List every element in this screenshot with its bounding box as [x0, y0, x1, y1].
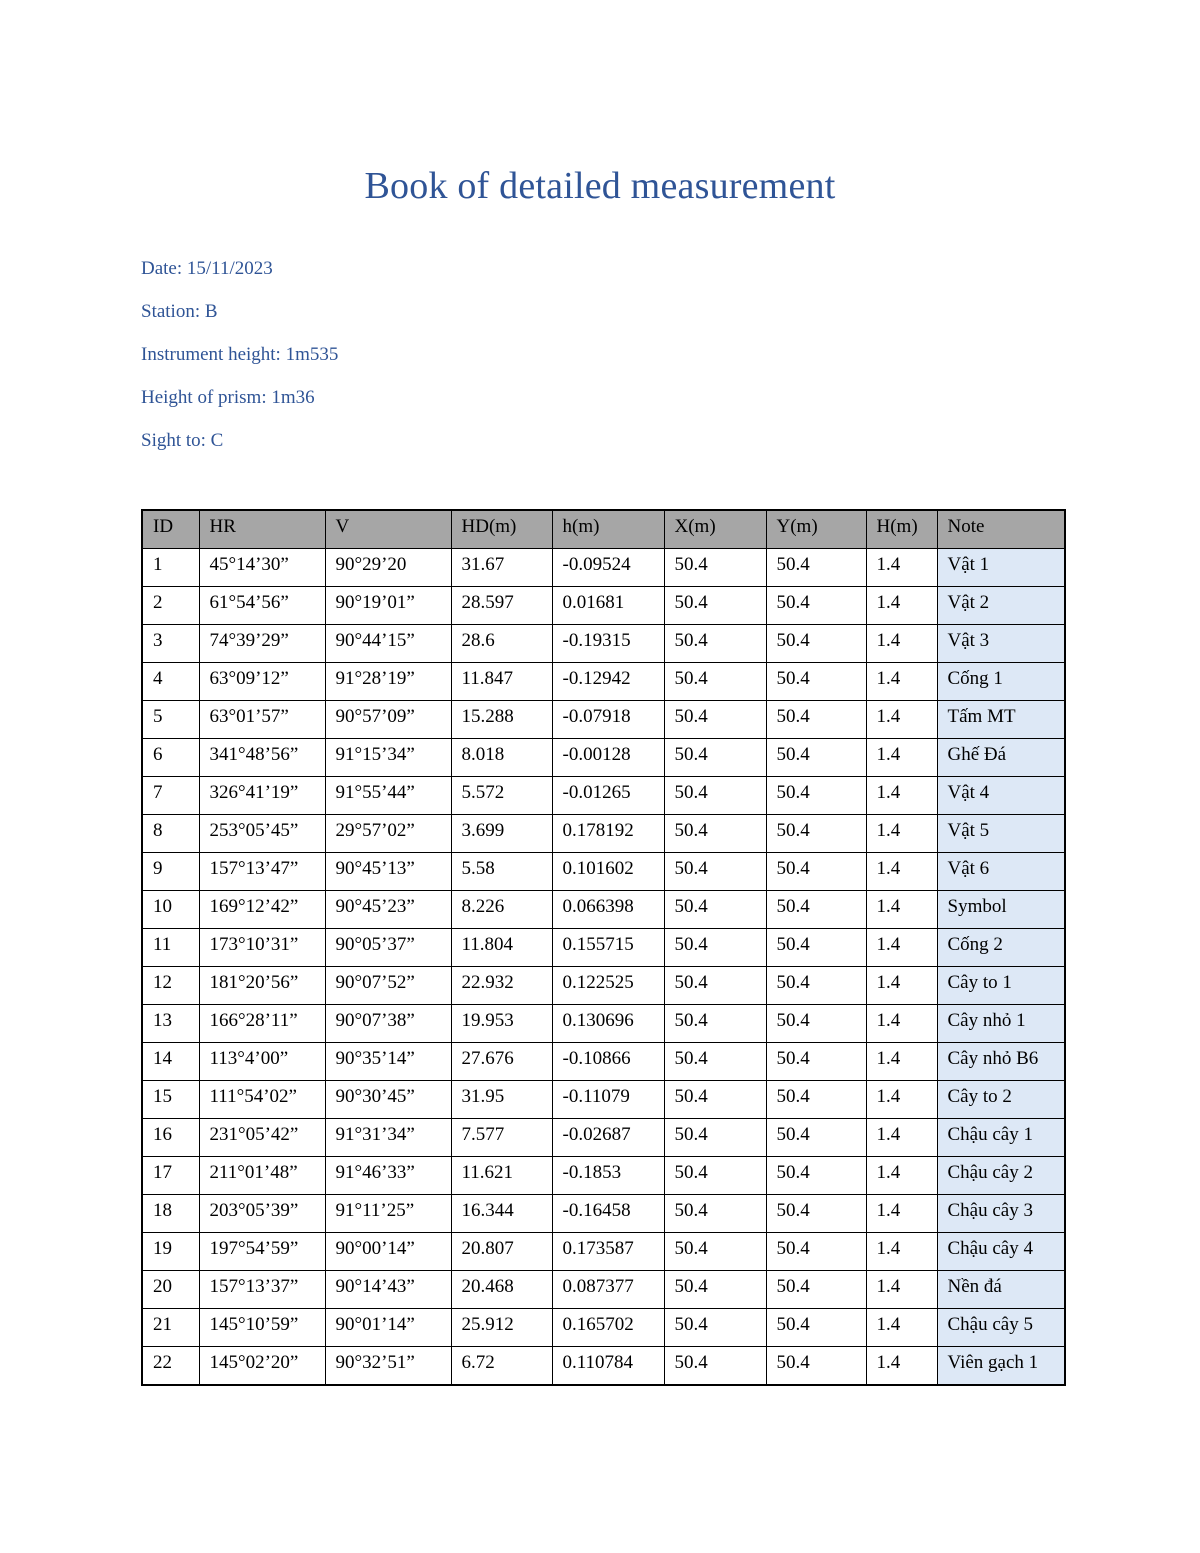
column-header-hr: HR	[199, 510, 325, 549]
cell-note: Cống 2	[937, 929, 1065, 967]
cell-h: 0.155715	[552, 929, 664, 967]
cell-hd: 19.953	[451, 1005, 552, 1043]
table-row	[142, 1233, 1065, 1271]
cell-v: 29°57’02”	[325, 815, 451, 853]
cell-v: 90°29’20	[325, 549, 451, 587]
cell-h: -0.07918	[552, 701, 664, 739]
cell-hr: 145°10’59”	[199, 1309, 325, 1347]
column-header-h: h(m)	[552, 510, 664, 549]
cell-hd: 27.676	[451, 1043, 552, 1081]
cell-hd: 11.804	[451, 929, 552, 967]
column-header-note: Note	[937, 510, 1065, 549]
table-row	[142, 815, 1065, 853]
cell-hr: 63°01’57”	[199, 701, 325, 739]
table-row	[142, 853, 1065, 891]
instrument-height-line: Instrument height: 1m535	[141, 344, 339, 365]
prism-height-line: Height of prism: 1m36	[141, 387, 315, 408]
cell-id: 15	[142, 1081, 199, 1119]
cell-elev: 1.4	[866, 1195, 937, 1233]
cell-hd: 25.912	[451, 1309, 552, 1347]
cell-y: 50.4	[766, 815, 866, 853]
cell-x: 50.4	[664, 1043, 766, 1081]
cell-v: 91°28’19”	[325, 663, 451, 701]
cell-id: 18	[142, 1195, 199, 1233]
cell-v: 91°15’34”	[325, 739, 451, 777]
table-row	[142, 625, 1065, 663]
cell-v: 90°14’43”	[325, 1271, 451, 1309]
cell-v: 91°11’25”	[325, 1195, 451, 1233]
cell-hr: 74°39’29”	[199, 625, 325, 663]
cell-elev: 1.4	[866, 891, 937, 929]
cell-hd: 31.67	[451, 549, 552, 587]
cell-y: 50.4	[766, 1271, 866, 1309]
cell-h: 0.110784	[552, 1347, 664, 1386]
table-row	[142, 1347, 1065, 1386]
cell-h: -0.00128	[552, 739, 664, 777]
cell-hd: 16.344	[451, 1195, 552, 1233]
cell-hr: 157°13’37”	[199, 1271, 325, 1309]
cell-hd: 11.621	[451, 1157, 552, 1195]
cell-x: 50.4	[664, 587, 766, 625]
cell-h: 0.130696	[552, 1005, 664, 1043]
cell-h: -0.11079	[552, 1081, 664, 1119]
station-line: Station: B	[141, 301, 218, 322]
cell-hr: 203°05’39”	[199, 1195, 325, 1233]
cell-hr: 231°05’42”	[199, 1119, 325, 1157]
cell-id: 9	[142, 853, 199, 891]
cell-hd: 28.597	[451, 587, 552, 625]
cell-h: 0.173587	[552, 1233, 664, 1271]
cell-note: Vật 4	[937, 777, 1065, 815]
cell-id: 14	[142, 1043, 199, 1081]
cell-note: Viên gạch 1	[937, 1347, 1065, 1386]
cell-x: 50.4	[664, 1081, 766, 1119]
page-title: Book of detailed measurement	[364, 165, 836, 207]
table-row	[142, 1043, 1065, 1081]
cell-x: 50.4	[664, 929, 766, 967]
cell-note: Vật 6	[937, 853, 1065, 891]
cell-id: 12	[142, 967, 199, 1005]
cell-x: 50.4	[664, 701, 766, 739]
cell-v: 90°07’52”	[325, 967, 451, 1005]
cell-elev: 1.4	[866, 1119, 937, 1157]
cell-id: 8	[142, 815, 199, 853]
cell-elev: 1.4	[866, 549, 937, 587]
cell-v: 91°31’34”	[325, 1119, 451, 1157]
column-header-id: ID	[142, 510, 199, 549]
cell-y: 50.4	[766, 663, 866, 701]
cell-elev: 1.4	[866, 1157, 937, 1195]
cell-y: 50.4	[766, 1081, 866, 1119]
cell-id: 11	[142, 929, 199, 967]
cell-h: -0.12942	[552, 663, 664, 701]
table-row	[142, 891, 1065, 929]
table-row	[142, 549, 1065, 587]
cell-hr: 63°09’12”	[199, 663, 325, 701]
cell-h: 0.066398	[552, 891, 664, 929]
cell-note: Chậu cây 1	[937, 1119, 1065, 1157]
cell-x: 50.4	[664, 1005, 766, 1043]
cell-y: 50.4	[766, 777, 866, 815]
cell-x: 50.4	[664, 967, 766, 1005]
cell-y: 50.4	[766, 549, 866, 587]
cell-y: 50.4	[766, 967, 866, 1005]
cell-hr: 157°13’47”	[199, 853, 325, 891]
cell-hd: 8.018	[451, 739, 552, 777]
cell-hr: 197°54’59”	[199, 1233, 325, 1271]
table-header	[142, 510, 1065, 549]
column-header-hd: HD(m)	[451, 510, 552, 549]
table-row	[142, 1081, 1065, 1119]
cell-y: 50.4	[766, 701, 866, 739]
cell-h: -0.1853	[552, 1157, 664, 1195]
cell-note: Cây nhỏ 1	[937, 1005, 1065, 1043]
cell-h: 0.087377	[552, 1271, 664, 1309]
cell-hd: 8.226	[451, 891, 552, 929]
cell-note: Symbol	[937, 891, 1065, 929]
cell-h: -0.02687	[552, 1119, 664, 1157]
cell-elev: 1.4	[866, 1347, 937, 1386]
cell-v: 90°45’23”	[325, 891, 451, 929]
cell-h: -0.09524	[552, 549, 664, 587]
cell-hr: 113°4’00”	[199, 1043, 325, 1081]
cell-x: 50.4	[664, 1157, 766, 1195]
cell-h: 0.01681	[552, 587, 664, 625]
cell-y: 50.4	[766, 625, 866, 663]
cell-y: 50.4	[766, 891, 866, 929]
cell-v: 90°32’51”	[325, 1347, 451, 1386]
cell-note: Cây nhỏ B6	[937, 1043, 1065, 1081]
cell-x: 50.4	[664, 777, 766, 815]
cell-x: 50.4	[664, 663, 766, 701]
cell-id: 2	[142, 587, 199, 625]
cell-v: 90°01’14”	[325, 1309, 451, 1347]
cell-hr: 61°54’56”	[199, 587, 325, 625]
cell-x: 50.4	[664, 1119, 766, 1157]
cell-hd: 22.932	[451, 967, 552, 1005]
cell-h: 0.101602	[552, 853, 664, 891]
cell-hd: 31.95	[451, 1081, 552, 1119]
cell-note: Cây to 1	[937, 967, 1065, 1005]
table-body	[142, 549, 1065, 1386]
cell-x: 50.4	[664, 625, 766, 663]
cell-hr: 341°48’56”	[199, 739, 325, 777]
cell-v: 90°45’13”	[325, 853, 451, 891]
cell-note: Cây to 2	[937, 1081, 1065, 1119]
cell-hr: 181°20’56”	[199, 967, 325, 1005]
cell-note: Vật 5	[937, 815, 1065, 853]
cell-elev: 1.4	[866, 815, 937, 853]
cell-y: 50.4	[766, 1005, 866, 1043]
cell-note: Nền đá	[937, 1271, 1065, 1309]
cell-id: 19	[142, 1233, 199, 1271]
cell-y: 50.4	[766, 1043, 866, 1081]
column-header-v: V	[325, 510, 451, 549]
cell-v: 91°55’44”	[325, 777, 451, 815]
cell-x: 50.4	[664, 815, 766, 853]
header-row	[142, 510, 1065, 549]
cell-x: 50.4	[664, 549, 766, 587]
cell-hd: 7.577	[451, 1119, 552, 1157]
cell-x: 50.4	[664, 1233, 766, 1271]
cell-id: 4	[142, 663, 199, 701]
cell-hr: 173°10’31”	[199, 929, 325, 967]
cell-note: Ghế Đá	[937, 739, 1065, 777]
cell-h: -0.01265	[552, 777, 664, 815]
cell-note: Chậu cây 3	[937, 1195, 1065, 1233]
cell-note: Vật 2	[937, 587, 1065, 625]
column-header-x: X(m)	[664, 510, 766, 549]
cell-x: 50.4	[664, 1271, 766, 1309]
cell-v: 90°44’15”	[325, 625, 451, 663]
cell-hd: 6.72	[451, 1347, 552, 1386]
cell-elev: 1.4	[866, 1081, 937, 1119]
cell-h: -0.16458	[552, 1195, 664, 1233]
cell-id: 13	[142, 1005, 199, 1043]
cell-x: 50.4	[664, 739, 766, 777]
cell-v: 90°35’14”	[325, 1043, 451, 1081]
cell-note: Chậu cây 5	[937, 1309, 1065, 1347]
cell-x: 50.4	[664, 1347, 766, 1386]
cell-y: 50.4	[766, 739, 866, 777]
cell-elev: 1.4	[866, 587, 937, 625]
cell-hr: 145°02’20”	[199, 1347, 325, 1386]
cell-y: 50.4	[766, 587, 866, 625]
cell-id: 22	[142, 1347, 199, 1386]
cell-elev: 1.4	[866, 701, 937, 739]
cell-hr: 326°41’19”	[199, 777, 325, 815]
cell-id: 7	[142, 777, 199, 815]
cell-hd: 3.699	[451, 815, 552, 853]
cell-y: 50.4	[766, 853, 866, 891]
table-row	[142, 777, 1065, 815]
cell-x: 50.4	[664, 1309, 766, 1347]
cell-y: 50.4	[766, 1309, 866, 1347]
column-header-y: Y(m)	[766, 510, 866, 549]
column-header-elev: H(m)	[866, 510, 937, 549]
table-row	[142, 587, 1065, 625]
sight-to-line: Sight to: C	[141, 430, 224, 451]
cell-hd: 20.468	[451, 1271, 552, 1309]
cell-v: 90°00’14”	[325, 1233, 451, 1271]
cell-elev: 1.4	[866, 739, 937, 777]
date-line: Date: 15/11/2023	[141, 258, 273, 279]
cell-hr: 169°12’42”	[199, 891, 325, 929]
cell-hd: 11.847	[451, 663, 552, 701]
cell-elev: 1.4	[866, 1043, 937, 1081]
table-row	[142, 929, 1065, 967]
cell-y: 50.4	[766, 1157, 866, 1195]
cell-y: 50.4	[766, 1347, 866, 1386]
cell-v: 90°57’09”	[325, 701, 451, 739]
cell-x: 50.4	[664, 1195, 766, 1233]
cell-h: 0.165702	[552, 1309, 664, 1347]
cell-v: 90°07’38”	[325, 1005, 451, 1043]
cell-hd: 15.288	[451, 701, 552, 739]
cell-y: 50.4	[766, 1119, 866, 1157]
cell-id: 6	[142, 739, 199, 777]
cell-elev: 1.4	[866, 853, 937, 891]
measurement-info	[141, 254, 338, 469]
table-row	[142, 1271, 1065, 1309]
cell-hd: 20.807	[451, 1233, 552, 1271]
cell-hd: 28.6	[451, 625, 552, 663]
cell-hr: 111°54’02”	[199, 1081, 325, 1119]
cell-id: 1	[142, 549, 199, 587]
cell-y: 50.4	[766, 1233, 866, 1271]
cell-elev: 1.4	[866, 663, 937, 701]
cell-hr: 166°28’11”	[199, 1005, 325, 1043]
table-row	[142, 1309, 1065, 1347]
cell-elev: 1.4	[866, 1005, 937, 1043]
cell-id: 17	[142, 1157, 199, 1195]
measurement-table	[141, 509, 1066, 1386]
cell-hr: 253°05’45”	[199, 815, 325, 853]
cell-id: 10	[142, 891, 199, 929]
cell-v: 91°46’33”	[325, 1157, 451, 1195]
cell-hd: 5.572	[451, 777, 552, 815]
cell-elev: 1.4	[866, 929, 937, 967]
cell-note: Chậu cây 2	[937, 1157, 1065, 1195]
cell-id: 16	[142, 1119, 199, 1157]
cell-hd: 5.58	[451, 853, 552, 891]
table-row	[142, 739, 1065, 777]
table-row	[142, 663, 1065, 701]
cell-elev: 1.4	[866, 777, 937, 815]
cell-v: 90°19’01”	[325, 587, 451, 625]
cell-v: 90°30’45”	[325, 1081, 451, 1119]
cell-x: 50.4	[664, 891, 766, 929]
table-row	[142, 1195, 1065, 1233]
cell-v: 90°05’37”	[325, 929, 451, 967]
cell-elev: 1.4	[866, 1233, 937, 1271]
cell-id: 21	[142, 1309, 199, 1347]
cell-x: 50.4	[664, 853, 766, 891]
cell-note: Cống 1	[937, 663, 1065, 701]
cell-h: -0.10866	[552, 1043, 664, 1081]
cell-y: 50.4	[766, 1195, 866, 1233]
cell-elev: 1.4	[866, 625, 937, 663]
cell-elev: 1.4	[866, 1309, 937, 1347]
cell-note: Vật 1	[937, 549, 1065, 587]
table-row	[142, 1005, 1065, 1043]
table-row	[142, 1157, 1065, 1195]
cell-h: 0.178192	[552, 815, 664, 853]
cell-h: 0.122525	[552, 967, 664, 1005]
table-row	[142, 1119, 1065, 1157]
table-row	[142, 701, 1065, 739]
table-row	[142, 967, 1065, 1005]
cell-h: -0.19315	[552, 625, 664, 663]
cell-elev: 1.4	[866, 1271, 937, 1309]
cell-note: Chậu cây 4	[937, 1233, 1065, 1271]
cell-elev: 1.4	[866, 967, 937, 1005]
cell-id: 20	[142, 1271, 199, 1309]
cell-y: 50.4	[766, 929, 866, 967]
cell-note: Vật 3	[937, 625, 1065, 663]
cell-hr: 211°01’48”	[199, 1157, 325, 1195]
cell-hr: 45°14’30”	[199, 549, 325, 587]
cell-id: 5	[142, 701, 199, 739]
cell-note: Tấm MT	[937, 701, 1065, 739]
cell-id: 3	[142, 625, 199, 663]
